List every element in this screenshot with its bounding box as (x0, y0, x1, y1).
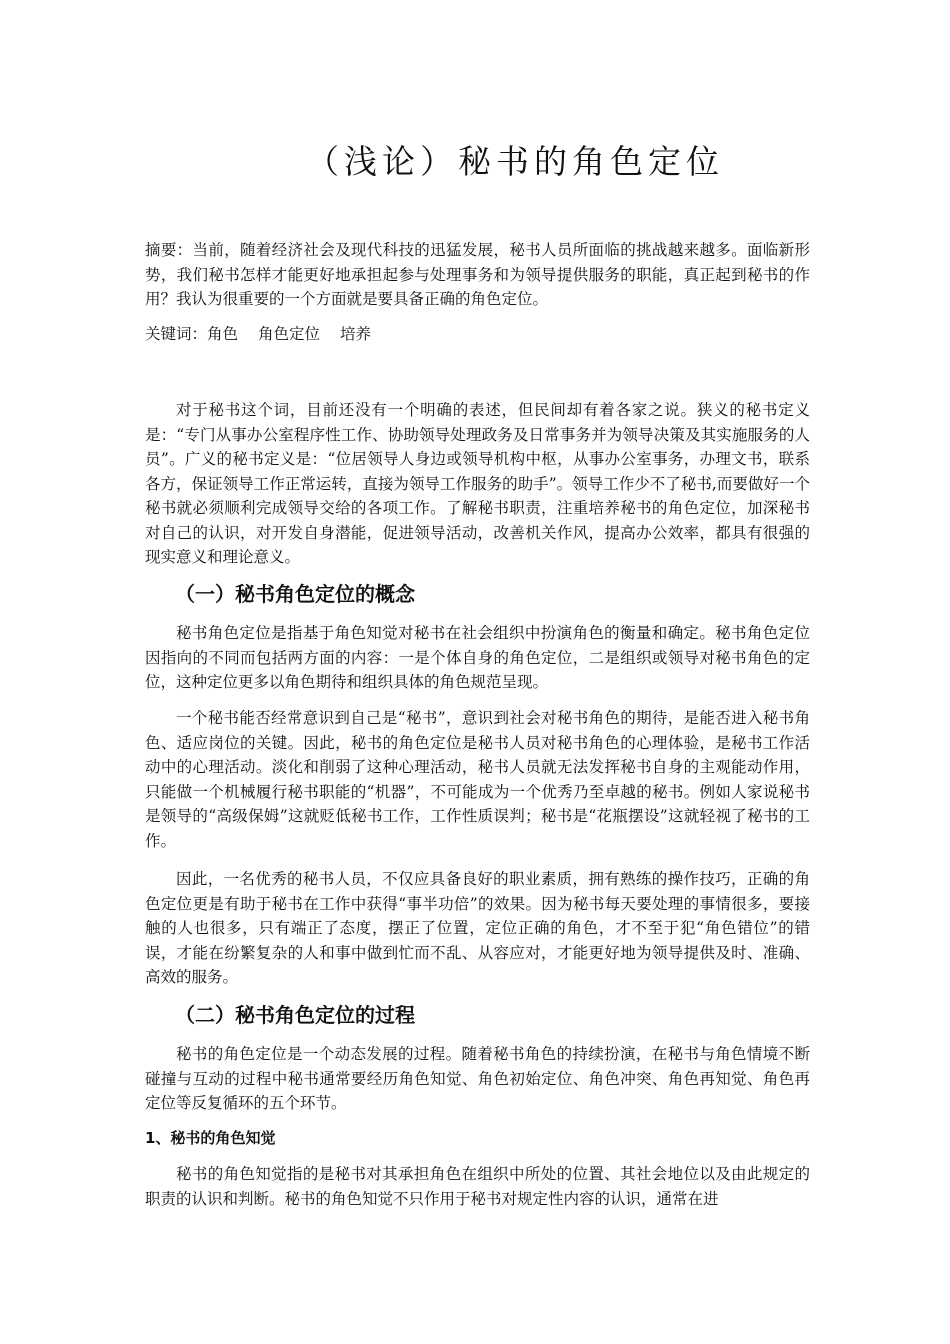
keyword-item: 培养 (340, 325, 372, 343)
section-2-paragraph-1: 秘书的角色定位是一个动态发展的过程。随着秘书角色的持续扮演，在秘书与角色情境不断碰撞与互动的过程中秘书通常要经历角色知觉、角色初始定位、角色冲突、角色再知觉、角色再定位等反复循环的五个环节。 (145, 1045, 810, 1112)
subsection-1-heading: 1、秘书的角色知觉 (145, 1129, 276, 1147)
intro-paragraph: 对于秘书这个词，目前还没有一个明确的表述，但民间却有着各家之说。狭义的秘书定义是：“专门从事办公室程序性工作、协助领导处理政务及日常事务并为领导决策及其实施服务的人员”。广义的秘书定义是：“位居领导人身边或领导机构中枢，从事办公室事务，办理文书，联系各方，保证领导工作正常运转，直接为领导工作服务的助手”。领导工作少不了秘书,而要做好一个秘书就必须顺利完成领导交给的各项工作。了解秘书职责，注重培养秘书的角色定位，加深秘书对自己的认识，对开发自身潜能，促进领导活动，改善机关作风，提高办公效率，都具有很强的现实意义和理论意义。 (145, 401, 810, 566)
section-2-heading: （二）秘书角色定位的过程 (175, 1003, 415, 1027)
keywords-line (145, 322, 810, 347)
section-1-paragraph-3: 因此，一名优秀的秘书人员，不仅应具备良好的职业素质，拥有熟练的操作技巧，正确的角色定位更是有助于秘书在工作中获得“事半功倍”的效果。因为秘书每天要处理的事情很多，要接触的人也很多，只有端正了态度，摆正了位置，定位正确的角色，才不至于犯“角色错位”的错误，才能在纷繁复杂的人和事中做到忙而不乱、从容应对，才能更好地为领导提供及时、准确、高效的服务。 (145, 870, 810, 986)
section-1-heading: （一）秘书角色定位的概念 (175, 582, 415, 606)
abstract-paragraph: 摘要：当前，随着经济社会及现代科技的迅猛发展，秘书人员所面临的挑战越来越多。面临新形势，我们秘书怎样才能更好地承担起参与处理事务和为领导提供服务的职能，真正起到秘书的作用？我认为很重要的一个方面就是要具备正确的角色定位。 (145, 241, 810, 308)
section-1-paragraph-2: 一个秘书能否经常意识到自己是“秘书”，意识到社会对秘书角色的期待，是能否进入秘书角色、适应岗位的关键。因此，秘书的角色定位是秘书人员对秘书角色的心理体验，是秘书工作活动中的心理活动。淡化和削弱了这种心理活动，秘书人员就无法发挥秘书自身的主观能动作用，只能做一个机械履行秘书职能的“机器”，不可能成为一个优秀乃至卓越的秘书。例如人家说秘书是领导的“高级保姆”这就贬低秘书工作，工作性质误判；秘书是“花瓶摆设”这就轻视了秘书的工作。 (145, 709, 810, 850)
section-1-paragraph-1: 秘书角色定位是指基于角色知觉对秘书在社会组织中扮演角色的衡量和确定。秘书角色定位因指向的不同而包括两方面的内容：一是个体自身的角色定位，二是组织或领导对秘书角色的定位，这种定位更多以角色期待和组织具体的角色规范呈现。 (145, 624, 810, 691)
keyword-item: 角色定位 (258, 325, 321, 343)
document-title: （浅论）秘书的角色定位 (306, 142, 724, 181)
keywords-label: 关键词： (145, 325, 208, 343)
keyword-item: 角色 (207, 325, 239, 343)
subsection-1-paragraph-1: 秘书的角色知觉指的是秘书对其承担角色在组织中所处的位置、其社会地位以及由此规定的职责的认识和判断。秘书的角色知觉不只作用于秘书对规定性内容的认识，通常在进 (145, 1165, 810, 1208)
